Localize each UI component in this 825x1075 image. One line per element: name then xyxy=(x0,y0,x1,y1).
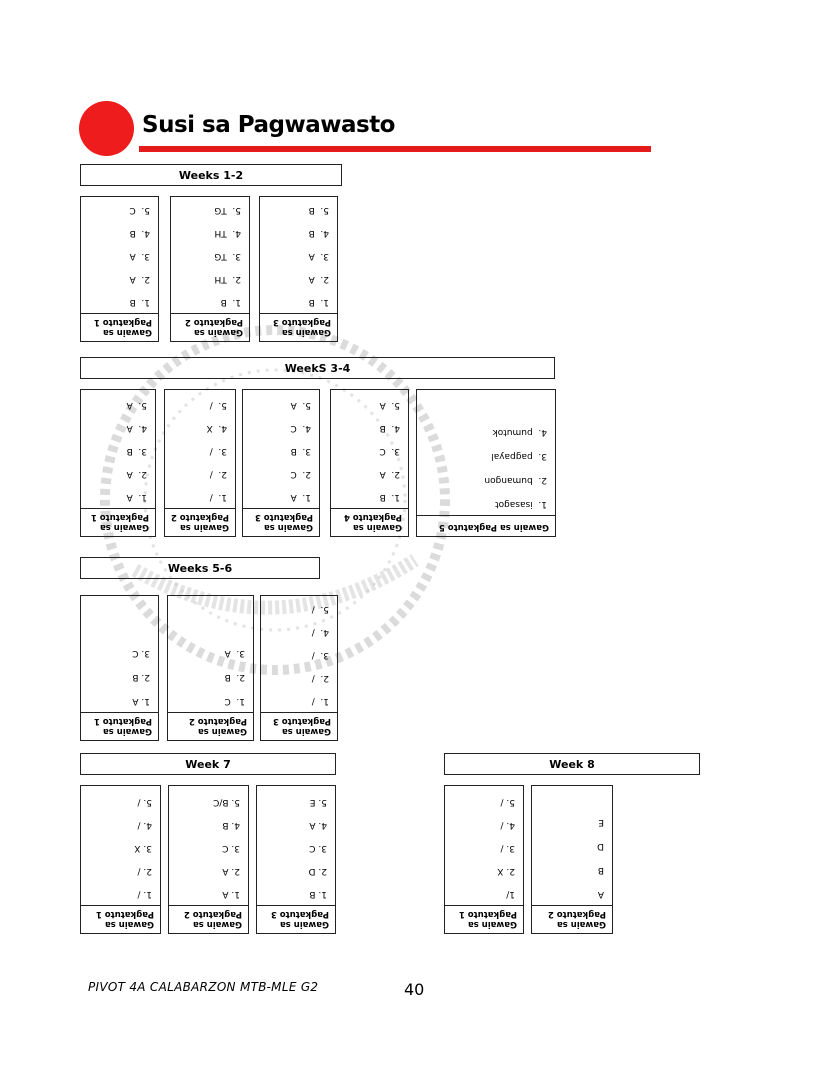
answer-item: 1. A xyxy=(132,696,150,706)
weeks-1-2-card-3 xyxy=(259,196,338,342)
card-header-line: Gawain sa xyxy=(99,522,149,532)
answer-item: 5. / xyxy=(209,400,227,410)
answer-item: 3. C xyxy=(379,446,400,456)
answer-item: 1/ xyxy=(506,889,515,899)
answer-item: 1. / xyxy=(311,696,329,706)
card-header-line: Pagkatuto 1 xyxy=(93,716,152,726)
answer-item: 4. A xyxy=(309,820,327,830)
answer-list xyxy=(445,785,523,905)
answer-item: 5. C xyxy=(129,205,150,215)
card-header-line: Pagkatuto 2 xyxy=(184,317,243,327)
answer-list xyxy=(171,196,249,313)
card-header xyxy=(168,712,253,740)
card-header-line: Pagkatuto 1 xyxy=(90,512,149,522)
answer-item: 2. B xyxy=(224,672,245,682)
answer-item: 4. A xyxy=(126,423,147,433)
answer-item: 2. B xyxy=(132,672,150,682)
card-header xyxy=(260,313,337,341)
answer-item: 3. pagpayal xyxy=(491,451,547,461)
card-header-line: Pagkatuto 3 xyxy=(272,317,331,327)
answer-item: 2. / xyxy=(311,673,329,683)
weeks-1-2-card-2 xyxy=(170,196,250,342)
answer-item: 2. A xyxy=(126,469,147,479)
weeks-3-4-card-5 xyxy=(416,389,556,537)
answer-item: 5. A xyxy=(290,400,311,410)
answer-item: 1. A xyxy=(222,889,240,899)
answer-item: 2. C xyxy=(290,469,311,479)
answer-item: 5. B/C xyxy=(213,797,240,807)
card-header xyxy=(261,712,337,740)
card-header-line: Gawain sa xyxy=(102,726,152,736)
answer-item: 3. / xyxy=(500,843,515,853)
weeks-5-6-card-1 xyxy=(80,595,159,741)
answer-item: 5. E xyxy=(309,797,327,807)
card-header-line: Pagkatuto 3 xyxy=(270,909,329,919)
card-header-line: Pagkatuto 3 xyxy=(254,512,313,522)
card-header xyxy=(169,905,248,933)
answer-item: 3. C xyxy=(222,843,240,853)
card-header xyxy=(81,712,158,740)
weeks-3-4-card-2 xyxy=(164,389,236,537)
answer-list xyxy=(532,803,612,905)
card-header xyxy=(257,905,335,933)
card-header-line: Gawain sa xyxy=(193,327,243,337)
answer-item: 4. / xyxy=(137,820,152,830)
answer-item: 3. A xyxy=(308,251,329,261)
answer-list xyxy=(261,595,337,712)
answer-list xyxy=(81,389,155,508)
weeks-5-6-card-2 xyxy=(167,595,254,741)
answer-item: 1. / xyxy=(137,889,152,899)
card-header xyxy=(81,508,155,536)
answer-item: 4. / xyxy=(500,820,515,830)
answer-item: 1. / xyxy=(209,492,227,502)
page-title: Susi sa Pagwawasto xyxy=(142,112,395,138)
answer-item: 5. A xyxy=(379,400,400,410)
section-week-7: Week 7 xyxy=(80,753,336,775)
answer-list xyxy=(81,634,158,712)
answer-item: 4. B xyxy=(129,228,150,238)
answer-item: 5. A xyxy=(126,400,147,410)
answer-item: 3. / xyxy=(209,446,227,456)
card-header xyxy=(81,313,158,341)
card-header-line: Pagkatuto 2 xyxy=(547,909,606,919)
card-header xyxy=(243,508,319,536)
card-header-line: Gawain sa Pagkatuto 5 xyxy=(438,522,549,532)
answer-item: D xyxy=(597,841,604,851)
answer-item: A xyxy=(597,889,604,899)
answer-item: B xyxy=(597,865,604,875)
answer-item: 1. A xyxy=(290,492,311,502)
answer-item: 4. B xyxy=(308,228,329,238)
weeks-5-6-card-3 xyxy=(260,595,338,741)
answer-item: 2. TH xyxy=(214,274,241,284)
section-week-8: Week 8 xyxy=(444,753,700,775)
week-7-card-1 xyxy=(80,785,161,934)
card-header-line: Pagkatuto 1 xyxy=(95,909,154,919)
week-7-card-3 xyxy=(256,785,336,934)
card-header xyxy=(331,508,408,536)
answer-item: 3. C xyxy=(132,648,150,658)
card-header-line: Gawain sa xyxy=(179,522,229,532)
footer-text: PIVOT 4A CALABARZON MTB-MLE G2 xyxy=(88,980,319,994)
card-header-line: Gawain sa xyxy=(556,919,606,929)
card-header-line: Pagkatuto 4 xyxy=(343,512,402,522)
answer-item: 2. / xyxy=(209,469,227,479)
answer-item: 2. / xyxy=(137,866,152,876)
answer-item: 1. B xyxy=(309,889,327,899)
answer-item: 4. X xyxy=(206,423,227,433)
answer-item: 3. TG xyxy=(214,251,241,261)
week-7-card-2 xyxy=(168,785,249,934)
card-header-line: Gawain sa xyxy=(192,919,242,929)
answer-item: 3. C xyxy=(309,843,327,853)
answer-item: 1. C xyxy=(224,696,245,706)
answer-item: 5. B xyxy=(308,205,329,215)
answer-item: 2. A xyxy=(379,469,400,479)
card-header xyxy=(81,905,160,933)
card-header-line: Pagkatuto 2 xyxy=(170,512,229,522)
answer-list xyxy=(331,389,408,508)
card-header-line: Pagkatuto 1 xyxy=(458,909,517,919)
answer-item: 4. TH xyxy=(214,228,241,238)
week-8-card-2 xyxy=(531,785,613,934)
weeks-1-2-card-1 xyxy=(80,196,159,342)
title-bullet-icon xyxy=(79,101,134,156)
answer-item: 4. B xyxy=(379,423,400,433)
answer-list xyxy=(81,785,160,905)
answer-item: 4. pumutok xyxy=(492,427,547,437)
card-header xyxy=(171,313,249,341)
answer-item: 5. / xyxy=(500,797,515,807)
answer-item: 3. A xyxy=(129,251,150,261)
card-header-line: Pagkatuto 2 xyxy=(188,716,247,726)
card-header-line: Gawain sa xyxy=(281,726,331,736)
section-weeks-5-6: Weeks 5-6 xyxy=(80,557,320,579)
answer-item: 4. B xyxy=(222,820,240,830)
title-underline xyxy=(139,146,651,152)
card-header-line: Gawain sa xyxy=(281,327,331,337)
card-header xyxy=(445,905,523,933)
page-number: 40 xyxy=(404,980,425,999)
card-header-line: Gawain sa xyxy=(352,522,402,532)
answer-item: 2. D xyxy=(308,866,327,876)
weeks-3-4-card-1 xyxy=(80,389,156,537)
card-header-line: Pagkatuto 3 xyxy=(272,716,331,726)
answer-item: 3. A xyxy=(224,648,245,658)
card-header-line: Gawain sa xyxy=(263,522,313,532)
answer-list xyxy=(81,196,158,313)
answer-list xyxy=(257,785,335,905)
card-header-line: Pagkatuto 2 xyxy=(183,909,242,919)
week-8-card-1 xyxy=(444,785,524,934)
weeks-3-4-card-4 xyxy=(330,389,409,537)
answer-item: 3. B xyxy=(290,446,311,456)
card-header xyxy=(532,905,612,933)
answer-item: 2. A xyxy=(129,274,150,284)
answer-item: 1. B xyxy=(308,297,329,307)
answer-list xyxy=(243,389,319,508)
answer-item: 3. X xyxy=(134,843,152,853)
answer-item: 5. / xyxy=(137,797,152,807)
card-header-line: Pagkatuto 1 xyxy=(93,317,152,327)
answer-item: 2. X xyxy=(497,866,515,876)
card-header-line: Gawain sa xyxy=(102,327,152,337)
answer-item: 5. / xyxy=(311,604,329,614)
card-header-line: Gawain sa xyxy=(467,919,517,929)
answer-list xyxy=(168,634,253,712)
answer-item: E xyxy=(598,817,604,827)
answer-item: 1. B xyxy=(220,297,241,307)
card-header-line: Gawain sa xyxy=(104,919,154,929)
answer-item: 1. isasagot xyxy=(495,499,547,509)
answer-item: 2. A xyxy=(222,866,240,876)
answer-list xyxy=(169,785,248,905)
answer-list xyxy=(260,196,337,313)
answer-list xyxy=(417,413,555,515)
weeks-3-4-card-3 xyxy=(242,389,320,537)
answer-item: 5. TG xyxy=(214,205,241,215)
section-weeks-1-2: Weeks 1-2 xyxy=(80,164,342,186)
answer-item: 4. C xyxy=(290,423,311,433)
answer-item: 1. A xyxy=(126,492,147,502)
answer-item: 3. B xyxy=(126,446,147,456)
answer-item: 1. B xyxy=(129,297,150,307)
card-header-line: Gawain sa xyxy=(279,919,329,929)
card-header xyxy=(165,508,235,536)
answer-item: 2. A xyxy=(308,274,329,284)
answer-item: 2. bumangon xyxy=(484,475,547,485)
card-header xyxy=(417,515,555,536)
card-header-line: Gawain sa xyxy=(197,726,247,736)
answer-list xyxy=(165,389,235,508)
section-weeks-3-4: WeekS 3-4 xyxy=(80,357,555,379)
answer-item: 4. / xyxy=(311,627,329,637)
answer-item: 3. / xyxy=(311,650,329,660)
answer-item: 1. B xyxy=(379,492,400,502)
